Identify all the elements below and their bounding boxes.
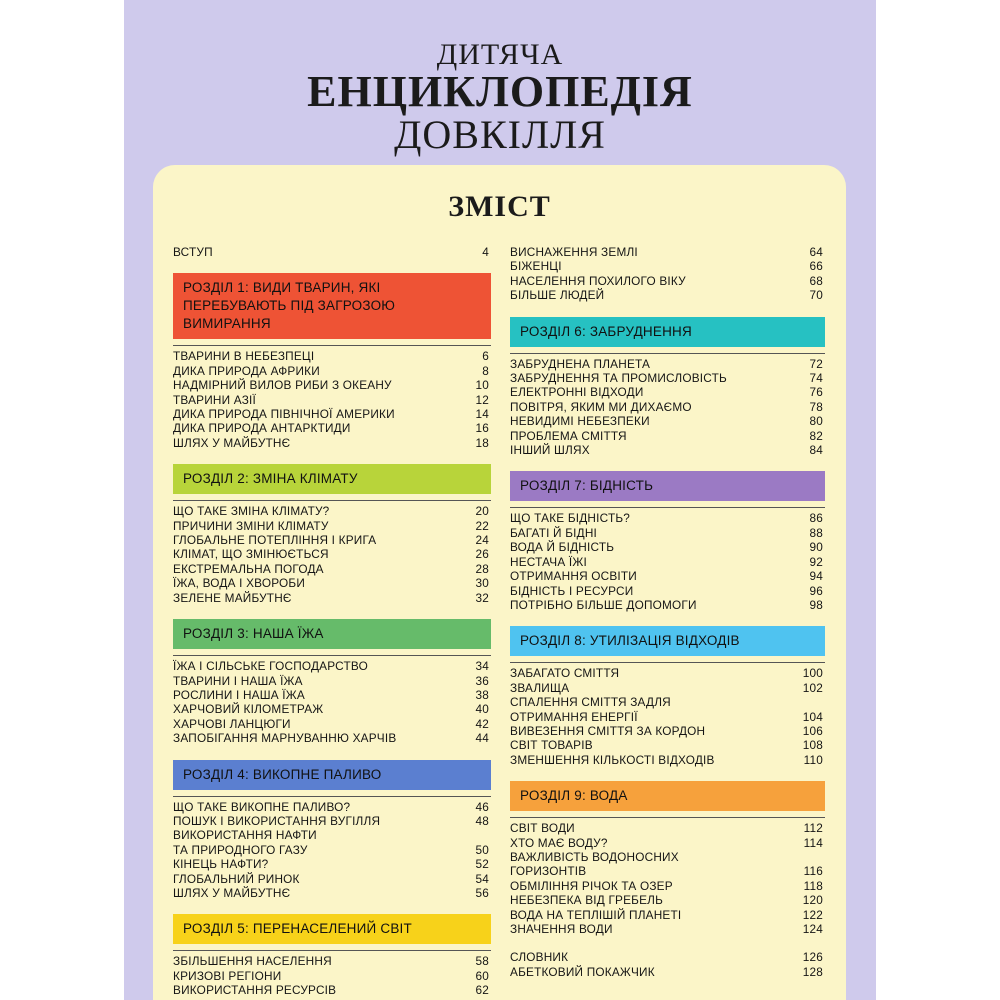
- toc-entry-page: 102: [802, 680, 823, 695]
- toc-right-column: [510, 245, 825, 979]
- toc-title: ЗМІСТ: [448, 190, 551, 223]
- toc-entry-title: СВІТ ВОДИ: [510, 821, 575, 836]
- toc-entry[interactable]: [173, 969, 491, 983]
- toc-entry[interactable]: [510, 850, 825, 864]
- toc-entry-title: ЗАБАГАТО СМІТТЯ: [510, 666, 620, 681]
- toc-entry-title: НЕСТАЧА ЇЖІ: [510, 554, 587, 569]
- toc-entry-title: ТВАРИНИ І НАША ЇЖА: [173, 673, 303, 688]
- book-title-line1: ДИТЯЧА: [436, 38, 564, 71]
- toc-entry[interactable]: [510, 965, 825, 979]
- toc-entry[interactable]: [173, 872, 491, 886]
- toc-entry-title: ЗАБРУДНЕННЯ ТА ПРОМИСЛОВІСТЬ: [510, 371, 727, 386]
- toc-entry[interactable]: [510, 893, 825, 907]
- toc-entry-title: КЛІМАТ, ЩО ЗМІНЮЄТЬСЯ: [173, 547, 329, 562]
- toc-entry[interactable]: [510, 724, 825, 738]
- toc-entry[interactable]: [510, 836, 825, 850]
- toc-entry-title: ВАЖЛИВІСТЬ ВОДОНОСНИХ: [510, 849, 679, 864]
- toc-entry-page: 118: [803, 878, 823, 893]
- toc-entry-page: 112: [803, 821, 823, 836]
- toc-entry-title: КРИЗОВІ РЕГІОНИ: [173, 968, 282, 983]
- toc-entry-page: 74: [809, 371, 823, 386]
- toc-entry-title: ПРИЧИНИ ЗМІНИ КЛІМАТУ: [173, 518, 329, 533]
- toc-entry[interactable]: [173, 504, 491, 518]
- toc-entry-page: 104: [802, 709, 823, 724]
- toc-entry[interactable]: [173, 547, 491, 561]
- toc-entry-page: 100: [802, 666, 823, 681]
- toc-entry-title: СЛОВНИК: [510, 950, 569, 965]
- toc-entry-page: 92: [809, 554, 823, 569]
- toc-entry-page: 54: [475, 871, 489, 886]
- toc-entry-title: ПОТРІБНО БІЛЬШЕ ДОПОМОГИ: [510, 597, 697, 612]
- toc-entry[interactable]: [173, 731, 491, 745]
- toc-entry-page: 24: [475, 533, 489, 548]
- toc-entry-page: 70: [809, 288, 823, 303]
- toc-entry-page: 116: [803, 864, 823, 879]
- toc-section: [173, 914, 491, 997]
- section-heading[interactable]: РОЗДІЛ 5: ПЕРЕНАСЕЛЕНИЙ СВІТ: [173, 914, 491, 944]
- toc-entry[interactable]: [173, 393, 491, 407]
- toc-entry[interactable]: [173, 659, 491, 673]
- toc-entry[interactable]: [173, 886, 491, 900]
- toc-entry[interactable]: [173, 814, 491, 828]
- toc-entry[interactable]: [173, 954, 491, 968]
- toc-entry-title: ЇЖА І СІЛЬСЬКЕ ГОСПОДАРСТВО: [173, 659, 368, 674]
- toc-entry-title: РОСЛИНИ І НАША ЇЖА: [173, 687, 305, 702]
- toc-section: [510, 471, 825, 612]
- toc-entry[interactable]: [510, 429, 825, 443]
- toc-entry-title: ЩО ТАКЕ ЗМІНА КЛІМАТУ?: [173, 504, 330, 519]
- toc-entry[interactable]: [510, 738, 825, 752]
- toc-entry-page: 36: [475, 673, 489, 688]
- toc-entry-page: 22: [475, 518, 489, 533]
- toc-entry-page: 68: [809, 273, 823, 288]
- toc-entry[interactable]: [173, 717, 491, 731]
- toc-entry-page: 96: [809, 583, 823, 598]
- toc-entry[interactable]: [510, 259, 825, 273]
- toc-entry[interactable]: [510, 821, 825, 835]
- toc-entry-page: 16: [475, 421, 489, 436]
- toc-entry[interactable]: [510, 666, 825, 680]
- toc-entry-page: 120: [802, 893, 823, 908]
- toc-entry-title: ЗНАЧЕННЯ ВОДИ: [510, 922, 613, 936]
- toc-entry-page: 18: [475, 435, 489, 450]
- toc-entry-page: 48: [475, 813, 489, 828]
- toc-entry[interactable]: [510, 414, 825, 428]
- toc-entry-page: 110: [803, 752, 823, 767]
- toc-section: [173, 273, 491, 450]
- toc-entry[interactable]: [510, 753, 825, 767]
- toc-entry-title: ЗЕЛЕНЕ МАЙБУТНЄ: [173, 590, 292, 605]
- toc-entry-title: ШЛЯХ У МАЙБУТНЄ: [173, 435, 291, 450]
- toc-entry-title: НЕВИДИМІ НЕБЕЗПЕКИ: [510, 414, 650, 429]
- toc-entry[interactable]: [173, 702, 491, 716]
- toc-entry-title: ТВАРИНИ В НЕБЕЗПЕЦІ: [173, 349, 315, 364]
- toc-entry-page: 82: [809, 428, 823, 443]
- toc-entry-page: 60: [475, 968, 489, 983]
- toc-entry[interactable]: [173, 591, 491, 605]
- toc-entry[interactable]: [510, 584, 825, 598]
- toc-entry-title: БІЖЕНЦІ: [510, 259, 562, 274]
- toc-entry-page: 108: [802, 738, 823, 753]
- toc-entry-title: ПРОБЛЕМА СМІТТЯ: [510, 428, 627, 443]
- toc-entry-title: ВОДА Й БІДНІСТЬ: [510, 540, 615, 555]
- toc-entry-page: 84: [809, 443, 823, 458]
- toc-entry-page: 14: [475, 407, 489, 422]
- toc-entry-title: ЇЖА, ВОДА І ХВОРОБИ: [173, 576, 306, 591]
- toc-entry-page: 98: [809, 597, 823, 612]
- toc-entry-title: ЕЛЕКТРОННІ ВІДХОДИ: [510, 385, 644, 400]
- toc-entry-title: БАГАТІ Й БІДНІ: [510, 525, 598, 540]
- toc-entry[interactable]: [510, 371, 825, 385]
- toc-entry-title: НАСЕЛЕННЯ ПОХИЛОГО ВІКУ: [510, 273, 686, 288]
- section-heading[interactable]: РОЗДІЛ 2: ЗМІНА КЛІМАТУ: [173, 464, 491, 494]
- toc-entry-title: ЩО ТАКЕ ВИКОПНЕ ПАЛИВО?: [173, 799, 351, 814]
- toc-entry-title: ЕКСТРЕМАЛЬНА ПОГОДА: [173, 561, 324, 576]
- toc-entry-page: 40: [475, 702, 489, 717]
- toc-entry-title: ШЛЯХ У МАЙБУТНЄ: [173, 885, 291, 900]
- toc-entry[interactable]: [173, 533, 491, 547]
- toc-entry[interactable]: [510, 695, 825, 709]
- toc-entry-title: СВІТ ТОВАРІВ: [510, 738, 593, 753]
- toc-entry-title: ГЛОБАЛЬНЕ ПОТЕПЛІННЯ І КРИГА: [173, 533, 377, 548]
- toc-entry-title: ГЛОБАЛЬНИЙ РИНОК: [173, 871, 300, 886]
- toc-entry[interactable]: [510, 710, 825, 724]
- toc-entry-title: ЩО ТАКЕ БІДНІСТЬ?: [510, 511, 631, 526]
- toc-entry[interactable]: [510, 288, 825, 302]
- toc-entry-page: 66: [809, 259, 823, 274]
- toc-entry[interactable]: [510, 569, 825, 583]
- toc-entry[interactable]: [510, 598, 825, 612]
- toc-entry-title: ВИКОРИСТАННЯ РЕСУРСІВ: [173, 983, 337, 998]
- toc-entry[interactable]: [173, 688, 491, 702]
- toc-entry[interactable]: [173, 843, 491, 857]
- section-heading[interactable]: РОЗДІЛ 3: НАША ЇЖА: [173, 619, 491, 649]
- toc-entry-title: ХАРЧОВИЙ КІЛОМЕТРАЖ: [173, 702, 324, 717]
- toc-entry[interactable]: [173, 364, 491, 378]
- toc-entry-page: 20: [475, 504, 489, 519]
- toc-entry-title: КІНЕЦЬ НАФТИ?: [173, 857, 269, 872]
- toc-entry-title: БІДНІСТЬ І РЕСУРСИ: [510, 583, 634, 598]
- toc-entry-title: ОТРИМАННЯ ОСВІТИ: [510, 569, 637, 584]
- toc-entry-title: ВИСНАЖЕННЯ ЗЕМЛІ: [510, 245, 638, 259]
- section-heading[interactable]: РОЗДІЛ 8: УТИЛІЗАЦІЯ ВІДХОДІВ: [510, 626, 825, 656]
- toc-entry-title: ІНШИЙ ШЛЯХ: [510, 443, 590, 458]
- toc-entry-title: АБЕТКОВИЙ ПОКАЖЧИК: [510, 964, 655, 979]
- toc-panel: [153, 165, 846, 1000]
- toc-entry[interactable]: [173, 828, 491, 842]
- toc-entry-intro[interactable]: [173, 245, 491, 259]
- toc-entry-page: 32: [475, 590, 489, 605]
- toc-entry-page: [823, 695, 825, 709]
- toc-entry-page: 88: [809, 525, 823, 540]
- toc-entry[interactable]: [510, 443, 825, 457]
- toc-section: [173, 464, 491, 605]
- toc-entry[interactable]: [510, 385, 825, 399]
- toc-entry[interactable]: [510, 274, 825, 288]
- toc-entry-title: ОТРИМАННЯ ЕНЕРГІЇ: [510, 709, 638, 724]
- toc-entry[interactable]: [173, 674, 491, 688]
- toc-entry-title: ВСТУП: [173, 245, 213, 259]
- toc-entry-title: ДИКА ПРИРОДА ПІВНІЧНОЇ АМЕРИКИ: [173, 407, 395, 422]
- toc-entry-page: 94: [809, 569, 823, 584]
- toc-entry-page: 86: [809, 511, 823, 526]
- toc-entry-page: 28: [475, 561, 489, 576]
- toc-entry-page: 30: [475, 576, 489, 591]
- toc-entry-title: СПАЛЕННЯ СМІТТЯ ЗАДЛЯ: [510, 695, 671, 710]
- toc-entry-page: 56: [475, 885, 489, 900]
- toc-entry-title: НЕБЕЗПЕКА ВІД ГРЕБЕЛЬ: [510, 893, 664, 908]
- toc-entry-title: ЗВАЛИЩА: [510, 680, 570, 695]
- toc-entry-title: ХТО МАЄ ВОДУ?: [510, 835, 608, 850]
- toc-entry-page: 38: [475, 687, 489, 702]
- toc-entry[interactable]: [510, 245, 825, 259]
- toc-entry[interactable]: [510, 555, 825, 569]
- toc-entry[interactable]: [510, 922, 825, 936]
- toc-entry-page: 72: [809, 356, 823, 371]
- toc-entry[interactable]: [510, 681, 825, 695]
- toc-entry-page: 26: [475, 547, 489, 562]
- toc-entry-page: 52: [475, 857, 489, 872]
- toc-entry[interactable]: [173, 800, 491, 814]
- toc-entry-title: ВОДА НА ТЕПЛІШІЙ ПЛАНЕТІ: [510, 907, 682, 922]
- toc-section: [510, 781, 825, 936]
- toc-entry-title: ВИКОРИСТАННЯ НАФТИ: [173, 828, 317, 843]
- section-heading[interactable]: РОЗДІЛ 1: ВИДИ ТВАРИН, ЯКІ ПЕРЕБУВАЮТЬ ПІД ЗАГРОЗОЮ ВИМИРАННЯ: [173, 273, 491, 339]
- toc-entry[interactable]: [510, 357, 825, 371]
- section-heading[interactable]: РОЗДІЛ 7: БІДНІСТЬ: [510, 471, 825, 501]
- toc-entry[interactable]: [173, 378, 491, 392]
- toc-entry[interactable]: [510, 400, 825, 414]
- toc-section: [510, 317, 825, 458]
- toc-entry[interactable]: [510, 511, 825, 525]
- toc-entry-page: 78: [809, 399, 823, 414]
- toc-entry[interactable]: [510, 908, 825, 922]
- toc-entry-page: 80: [809, 414, 823, 429]
- toc-left-column: [173, 245, 491, 998]
- toc-entry-page: [823, 850, 825, 864]
- toc-entry-title: ГОРИЗОНТІВ: [510, 864, 587, 879]
- toc-entry-page: 44: [475, 731, 489, 746]
- toc-section: [173, 619, 491, 745]
- toc-entry-title: ДИКА ПРИРОДА АНТАРКТИДИ: [173, 421, 351, 436]
- toc-entry-title: ПОШУК І ВИКОРИСТАННЯ ВУГІЛЛЯ: [173, 813, 381, 828]
- book-title-line2: ЕНЦИКЛОПЕДІЯ: [307, 67, 693, 116]
- toc-entry-page: 128: [802, 964, 823, 979]
- toc-entry-page: 34: [475, 659, 489, 674]
- toc-entry[interactable]: [173, 349, 491, 363]
- toc-entry[interactable]: [173, 421, 491, 435]
- toc-entry-page: 62: [475, 983, 489, 998]
- toc-entry-title: ДИКА ПРИРОДА АФРИКИ: [173, 363, 320, 378]
- toc-entry-page: 42: [475, 716, 489, 731]
- toc-entry[interactable]: [510, 950, 825, 964]
- toc-entry-page: 46: [475, 799, 489, 814]
- book-title-line3: ДОВКІЛЛЯ: [394, 112, 606, 157]
- toc-entry-page: 90: [809, 540, 823, 555]
- toc-entry[interactable]: [173, 983, 491, 997]
- section-heading[interactable]: РОЗДІЛ 6: ЗАБРУДНЕННЯ: [510, 317, 825, 347]
- toc-entry-page: 64: [809, 245, 823, 259]
- toc-entry-page: 8: [482, 363, 489, 378]
- toc-entry-title: ЗАБРУДНЕНА ПЛАНЕТА: [510, 356, 651, 371]
- toc-entry[interactable]: [173, 562, 491, 576]
- section-heading[interactable]: РОЗДІЛ 4: ВИКОПНЕ ПАЛИВО: [173, 760, 491, 790]
- toc-entry[interactable]: [510, 540, 825, 554]
- toc-section: [510, 626, 825, 767]
- toc-section: [173, 760, 491, 901]
- toc-entry-page: 4: [482, 245, 489, 259]
- toc-entry[interactable]: [173, 857, 491, 871]
- toc-entry[interactable]: [173, 519, 491, 533]
- toc-entry[interactable]: [510, 526, 825, 540]
- toc-entry-title: ХАРЧОВІ ЛАНЦЮГИ: [173, 716, 291, 731]
- toc-entry-page: 126: [802, 950, 823, 965]
- toc-entry[interactable]: [173, 576, 491, 590]
- toc-entry-title: ЗАПОБІГАННЯ МАРНУВАННЮ ХАРЧІВ: [173, 731, 397, 746]
- toc-entry-title: ВИВЕЗЕННЯ СМІТТЯ ЗА КОРДОН: [510, 723, 706, 738]
- toc-entry-title: БІЛЬШЕ ЛЮДЕЙ: [510, 288, 605, 303]
- toc-entry-page: 124: [802, 922, 823, 936]
- toc-entry-page: 106: [802, 723, 823, 738]
- toc-entry-page: 50: [475, 842, 489, 857]
- toc-entry-title: ЗБІЛЬШЕННЯ НАСЕЛЕННЯ: [173, 954, 332, 969]
- toc-entry-title: ТВАРИНИ АЗІЇ: [173, 392, 256, 407]
- toc-entry-page: 58: [475, 954, 489, 969]
- toc-entry-title: ПОВІТРЯ, ЯКИМ МИ ДИХАЄМО: [510, 399, 692, 414]
- toc-entry-page: [489, 828, 491, 842]
- toc-entry[interactable]: [173, 407, 491, 421]
- toc-entry-page: 114: [803, 835, 823, 850]
- toc-entry[interactable]: [173, 436, 491, 450]
- section-heading[interactable]: РОЗДІЛ 9: ВОДА: [510, 781, 825, 811]
- toc-entry[interactable]: [510, 864, 825, 878]
- toc-entry[interactable]: [510, 879, 825, 893]
- toc-entry-title: ТА ПРИРОДНОГО ГАЗУ: [173, 842, 308, 857]
- toc-entry-page: 76: [809, 385, 823, 400]
- toc-entry-page: 6: [482, 349, 489, 364]
- toc-entry-page: 10: [475, 378, 489, 393]
- toc-entry-title: ЗМЕНШЕННЯ КІЛЬКОСТІ ВІДХОДІВ: [510, 752, 715, 767]
- toc-entry-title: ОБМІЛІННЯ РІЧОК ТА ОЗЕР: [510, 878, 673, 893]
- toc-entry-title: НАДМІРНИЙ ВИЛОВ РИБИ З ОКЕАНУ: [173, 378, 392, 393]
- toc-entry-page: 12: [475, 392, 489, 407]
- toc-entry-page: 122: [802, 907, 823, 922]
